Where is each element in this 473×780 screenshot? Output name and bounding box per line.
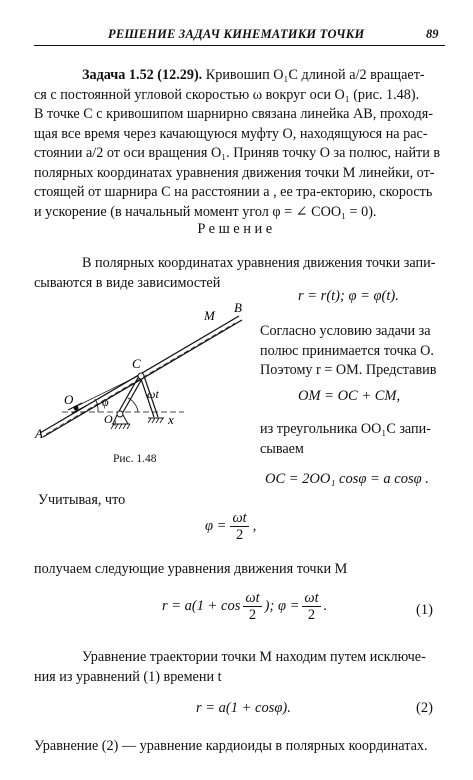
equation-2: r = a(1 + cosφ). [196,700,291,716]
eq-phi-lhs: φ = [205,518,227,534]
trajectory-line-2: ния из уравнений (1) времени t [34,668,222,685]
eq-phi-denominator: 2 [235,527,244,543]
header-rule [34,45,445,46]
side-text-1-line-3: Поэтому r = OM. Представив [260,362,437,378]
figure-1-48 [34,300,259,450]
getting-text: получаем следующие уравнения движения точки M [34,561,348,577]
label-c: C [132,356,141,371]
side-text-1-line-1: Согласно условию задачи за [260,323,431,339]
equation-polar: r = r(t); φ = φ(t). [298,288,399,304]
eq1-fraction-2 [302,590,320,623]
trajectory-text [34,648,445,687]
problem-line-8: и ускорение (в начальный момент угол φ = ∠ COO₁ = 0). [34,203,377,220]
label-o1: O₁ [104,412,117,426]
equation-om: OM = OC + CM, [298,388,401,404]
page-number: 89 [426,27,439,41]
figure-caption: Рис. 1.48 [113,453,157,465]
crank-o1c [118,376,143,414]
problem-statement [34,66,445,222]
problem-line-2: ся с постоянной угловой скоростью ω вокруг оси O₁ (рис. 1.48). [34,86,420,103]
label-m: M [204,308,215,323]
problem-line-3: В точке C с кривошипом шарнирно связана линейка AB, проходя- [34,106,433,122]
eq1-lhs: r = a(1 + cos [162,598,241,614]
problem-line-6: полярных координатах уравнения движения точки M линейки, от- [34,164,435,181]
hinge-c [138,373,144,379]
eq1-fraction-1 [243,590,261,623]
problem-label: Задача 1.52 (12.29). [82,67,203,83]
problem-line-5: стоянии a/2 от оси вращения O₁. Приняв точку O за полюс, найти в [34,145,441,161]
problem-line-7: стоящей от шарнира C на расстоянии a , ее тра-екторию, скорость [34,184,433,200]
equation-oc: OC = 2OO₁ cosφ = a cosφ . [265,471,429,487]
considering-text: Учитывая, что [38,492,126,508]
running-header-title: РЕШЕНИЕ ЗАДАЧ КИНЕМАТИКИ ТОЧКИ [108,27,365,41]
equation-1-number: (1) [416,602,433,618]
eq1-numerator-1: ωt [245,590,260,606]
final-text: Уравнение (2) — уравнение кардиоиды в полярных координатах. [34,738,428,754]
label-x: x [168,412,174,427]
problem-line-1: Кривошип O₁C длиной a/2 вращает- [205,67,425,83]
eq1-denominator-1: 2 [248,607,257,623]
support-ground-right [148,418,164,423]
label-b: B [234,300,242,315]
problem-line-4: щая все время через качающуюся муфту O, находящуюся на рас- [34,125,428,142]
eq1-numerator-2: ωt [304,590,319,606]
eq-phi-numerator: ωt [232,510,247,526]
equation-phi [205,510,256,543]
side-text-2 [260,420,445,459]
side-text-1 [260,322,445,381]
eq1-denominator-2: 2 [307,607,316,623]
side-text-1-line-2: полюс принимается точка O. [260,342,434,359]
side-text-2-line-2: сываем [260,440,304,457]
label-o: O [64,392,74,407]
eq-phi-fraction [230,510,248,543]
eq1-tail: . [323,598,328,614]
label-a: A [35,426,43,441]
eq-phi-tail: , [252,518,257,534]
hinge-o [74,406,79,411]
equation-2-number: (2) [416,700,433,716]
label-phi: φ [102,395,109,409]
trajectory-line-1: Уравнение траектории точки M находим путем исключе- [82,649,426,665]
intro-line-2: сываются в виде зависимостей [34,274,221,291]
hinge-o1 [117,411,123,417]
equation-1 [162,590,327,623]
label-omega-t: ωt [147,387,159,401]
side-text-2-line-1: из треугольника OO₁C запи- [260,421,431,437]
eq1-mid: ); φ = [264,598,300,614]
solution-heading: Решение [197,221,276,237]
intro-line-1: В полярных координатах уравнения движения точки запи- [82,255,436,271]
